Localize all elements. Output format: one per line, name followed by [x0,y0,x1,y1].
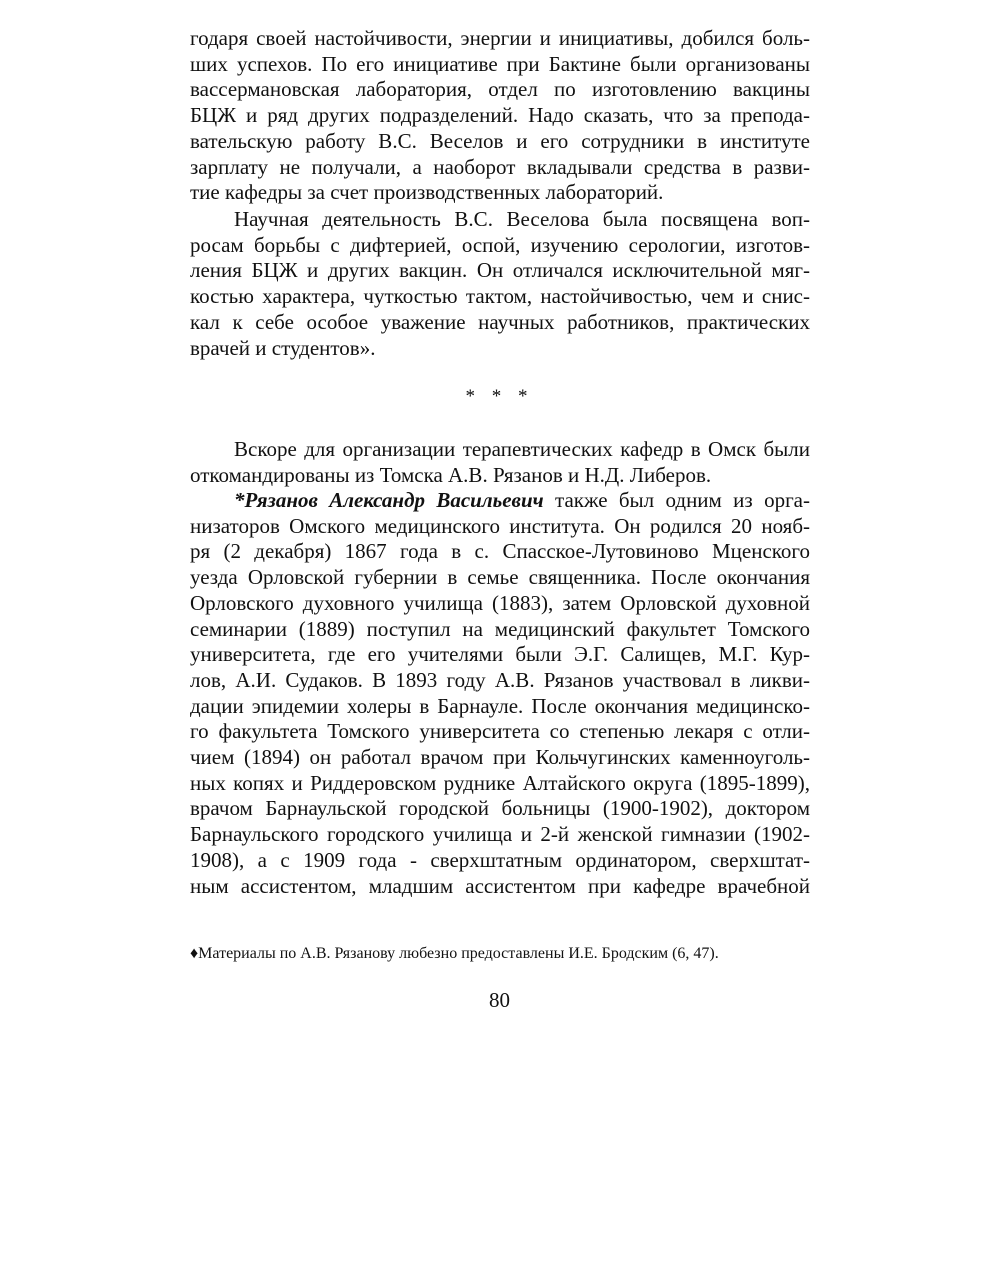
paragraph-veselov-research [190,207,810,361]
text-line: го факультета Томского университета со степенью лекаря с отли- [190,719,810,744]
footnote: ♦Материалы по А.В. Рязанову любезно предоставлены И.Е. Бродским (6, 47). [190,945,719,962]
text-line: откомандированы из Томска А.В. Рязанов и Н.Д. Либеров. [190,462,712,487]
text-line [190,488,810,514]
section-separator: * * * [465,386,534,407]
text-line: чием (1894) он работал врачом при Кольчугинских каменноуголь- [190,745,810,770]
text-line: врачей и студентов». [190,335,376,360]
text-line: БЦЖ и ряд других подразделений. Надо сказать, что за препода- [190,103,810,128]
text-line: университета, где его учителями были Э.Г. Салищев, М.Г. Кур- [190,642,810,667]
text-line: семинарии (1889) поступил на медицинский факультет Томского [190,616,810,641]
text-fragment: также был одним из орга- [543,488,810,512]
text-line: дации эпидемии холеры в Барнауле. После окончания медицинско- [190,693,810,718]
text-line: Научная деятельность В.С. Веселова была посвящена воп- [234,207,810,231]
text-line: костью характера, чуткостью тактом, настойчивостью, чем и снис- [190,284,810,309]
text-line: ших успехов. По его инициативе при Бактине были организованы [190,51,810,76]
text-line: ря (2 декабря) 1867 года в с. Спасское-Лутовиново Мценского [190,539,810,564]
text-line: тие кафедры за счет производственных лабораторий. [190,180,664,205]
text-line: ления БЦЖ и других вакцин. Он отличался исключительной мяг- [190,258,810,283]
paragraph-therapy-departments [190,437,810,488]
text-line: врачом Барнаульской городской больницы (1900-1902), доктором [190,796,810,821]
text-line: Орловского духовного училища (1883), затем Орловской духовной [190,590,810,615]
text-line: Барнаульского городского училища и 2-й женской гимназии (1902- [190,822,810,847]
paragraph-ryazanov-biography [190,488,810,899]
text-line: ных копях и Риддеровском руднике Алтайского округа (1895-1899), [190,770,810,795]
text-line: лов, А.И. Судаков. В 1893 году А.В. Рязанов участвовал в ликви- [190,667,810,692]
text-line: вассермановская лаборатория, отдел по изготовлению вакцины [190,77,810,102]
text-line: зарплату не получали, а наоборот вкладывали средства в разви- [190,154,810,179]
paragraph-veselov-achievements [190,26,810,206]
text-line: Вскоре для организации терапевтических кафедр в Омск были [234,437,810,461]
text-line: ным ассистентом, младшим ассистентом при кафедре врачебной [190,873,810,898]
text-line: 1908), а с 1909 года - сверхштатным ординатором, сверхштат- [190,847,810,872]
text-line: годаря своей настойчивости, энергии и инициативы, добился боль- [190,26,810,50]
person-name: *Рязанов Александр Васильевич [234,488,544,512]
page-number: 80 [489,988,510,1012]
text-line: низаторов Омского медицинского института. Он родился 20 нояб- [190,513,810,538]
text-line: кал к себе особое уважение научных работников, практических [190,309,810,334]
text-line: вательскую работу В.С. Веселов и его сотрудники в институте [190,128,810,153]
text-line: уезда Орловской губернии в семье священника. После окончания [190,565,810,590]
text-line: росам борьбы с дифтерией, оспой, изучению серологии, изготов- [190,232,810,257]
